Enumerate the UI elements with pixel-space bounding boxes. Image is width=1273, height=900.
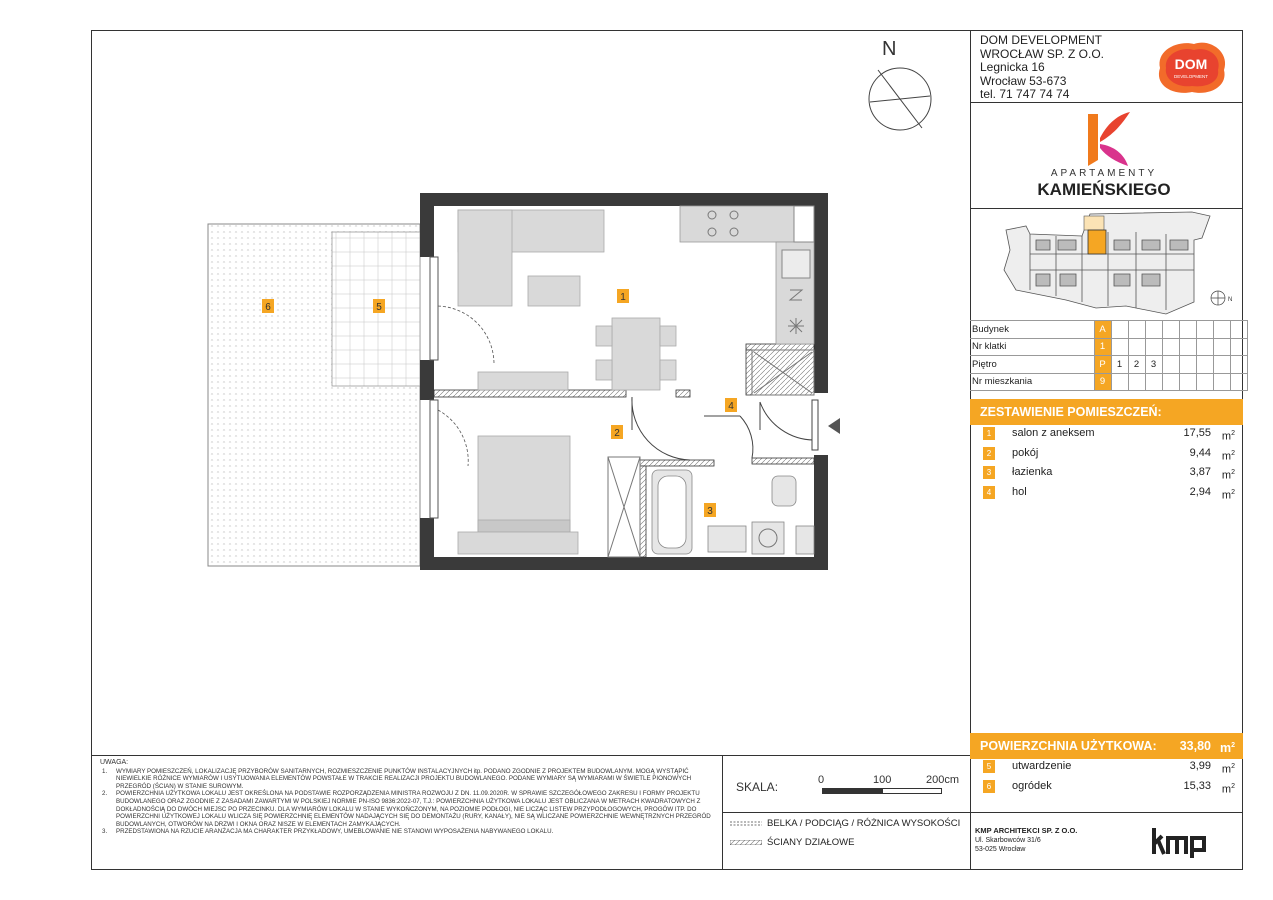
room-area: 2,94: [1189, 485, 1211, 498]
room-area-unit: $m^2$: [1221, 430, 1235, 443]
usable-area-label: POWIERZCHNIA UŻYTKOWA:: [980, 739, 1157, 753]
usable-area-unit: $m^2$: [1219, 741, 1235, 756]
room-tag-number: 2: [614, 428, 620, 439]
room-area-unit: $m^2$: [1221, 782, 1235, 796]
room-number-badge: 2: [983, 447, 995, 460]
room-area: 3,87: [1189, 466, 1211, 478]
room-name: pokój: [1012, 446, 1039, 459]
architect-name: KMP ARCHITEKCI SP. Z O.O.: [975, 826, 1078, 835]
scale-tick-100: 100: [873, 774, 892, 786]
room-area: 15,33: [1183, 779, 1211, 792]
interior-doors: [632, 397, 818, 460]
living-furniture: [458, 210, 676, 390]
bedroom-furniture: [458, 436, 578, 554]
note-item: 1. WYMIARY POMIESZCZEŃ, LOKALIZACJĘ PRZYBORÓW SANITARNYCH, ROZMIESZCZENIE PUNKTÓW INSTALACYJNYCH itp. PODANO ZGODNIE Z PROJEKTEM BUDOWLANYM. MOGĄ WYSTĄPIĆ NIEWIELKIE RÓŻNICE WYMIARÓW I USYTUOWANIA ELEMENTÓW POWSTAŁE W TRAKCIE REALIZACJI PROJEKTU BUDOWLANEGO. PODANE WYMIARY SĄ WYMIARAMI W ŚWIETLE PIONOWYCH PRZEGRÓD (ŚCIAN) W STANIE SUROWYM.: [102, 767, 692, 790]
room-name: ogródek: [1012, 779, 1052, 792]
info-row-label: Nr mieszkania: [970, 373, 1094, 391]
note-item: 2. POWIERZCHNIA UŻYTKOWA LOKALU JEST OKREŚLONA NA PODSTAWIE ROZPORZĄDZENIA MINISTRA ROZWOJU Z DN. 11.09.2020R. W SPRAWIE SZCZEGÓŁOWEGO ZAKRESU I FORMY PROJEKTU BUDOWLANEGO ORAZ ZGODNIE Z ZASADAMI ZAWARTYMI W POLSKIEJ NORMIE PN-ISO 9836:2022-07, T.J.: POWIERZCHNIA UŻYTKOWA LOKALU JEST OBLICZANA W METRACH KWADRATOWYCH Z DOKŁADNOŚCIĄ DO DWÓCH MIEJSC PO PRZECINKU. DLA WYMIARÓW LOKALU W STANIE WYKOŃCZONYM, NA POZIOMIE PODŁOGI, NIE LICZĄC LISTEW PRZYPODŁOGOWYCH, PROGÓW ITP. DO POWIERZCHNI UŻYTKOWEJ LOKALU WLICZA SIĘ POWIERZCHNIĘ ELEMENTÓW NADAJĄCYCH SIĘ DO DEMONTAŻU (RURY, KANAŁY), NIE SĄ WLICZANE POWIERZCHNIE WEWNĘTRZNYCH PRZEGRÓD BUDOWLANYCH, OTWORÓW NA DRZWI I OKNA ORAZ NISZE W ELEMENTACH ZAMYKAJĄCYCH.: [102, 790, 711, 828]
key-plan-north-label: N: [1228, 297, 1233, 303]
dom-logo-text: DOM: [1174, 56, 1208, 72]
info-cell: 9: [1094, 373, 1111, 391]
oven-icon: [788, 318, 804, 334]
room-tag-3: [704, 503, 716, 517]
partition-legend-symbol: [730, 840, 762, 845]
scale-bar: [822, 788, 942, 794]
north-label: N: [882, 38, 897, 60]
room-area: 17,55: [1183, 427, 1211, 439]
dom-logo-subtext: DEVELOPMENT: [1173, 74, 1209, 79]
notes-heading: UWAGA:: [100, 759, 129, 766]
legend-beam: BELKA / PODCIĄG / RÓŻNICA WYSOKOŚCI: [767, 818, 961, 829]
architect-street: Ul. Skarbowców 31/6: [975, 837, 1041, 844]
room-tag-6: [262, 299, 274, 313]
beam-legend-symbol: [730, 821, 762, 826]
project-title-line2: KAMIEŃSKIEGO: [1037, 180, 1171, 199]
room-name: łazienka: [1012, 466, 1053, 478]
kitchen-sink: [782, 250, 810, 278]
architect-city: 53-025 Wrocław: [975, 846, 1026, 853]
room-area: 3,99: [1189, 760, 1211, 772]
info-cell: 1: [1094, 338, 1111, 356]
info-row-label: Piętro: [970, 356, 1094, 374]
room-number-badge: 4: [983, 486, 995, 499]
info-cell: 1: [1111, 356, 1128, 374]
info-row-label: Nr klatki: [970, 338, 1094, 356]
info-cell: P: [1094, 356, 1111, 374]
note-item: 3. PRZEDSTAWIONA NA RZUCIE ARANŻACJA MA CHARAKTER PRZYKŁADOWY, UMEBLOWANIE NIE STANOWI WYPOSAŻENIA NABYWANEGO LOKALU.: [102, 828, 554, 836]
room-number-badge: 6: [983, 780, 995, 793]
company-phone: tel. 71 747 74 74: [980, 87, 1070, 101]
legend-partition: ŚCIANY DZIAŁOWE: [767, 837, 855, 848]
entrance-arrow: [828, 418, 840, 434]
north-arrow: [860, 30, 940, 140]
info-cell: 3: [1145, 356, 1162, 374]
room-area-unit: $m^2$: [1221, 763, 1235, 776]
room-number-badge: 1: [983, 427, 995, 440]
room-tag-4: [725, 398, 737, 412]
room-name: salon z aneksem: [1012, 427, 1095, 439]
room-name: utwardzenie: [1012, 760, 1072, 772]
architect-info: [975, 826, 1077, 854]
room-name: hol: [1012, 485, 1027, 498]
room-tag-number: 6: [265, 302, 271, 313]
company-entity: WROCŁAW SP. Z O.O.: [980, 46, 1105, 61]
usable-area-value: 33,80: [1179, 739, 1211, 753]
scale-label: SKALA:: [736, 780, 779, 794]
rooms-header: ZESTAWIENIE POMIESZCZEŃ:: [970, 399, 1243, 425]
info-cell: 2: [1128, 356, 1145, 374]
room-number-badge: 3: [983, 466, 995, 479]
bathroom-fixtures: [652, 470, 814, 554]
room-tag-1: [617, 289, 629, 303]
room-tag-number: 4: [728, 401, 734, 412]
company-city: Wrocław 53-673: [980, 73, 1067, 88]
kmp-logo: [1150, 826, 1210, 858]
room-area-unit: $m^2$: [1221, 488, 1235, 502]
room-tag-5: [373, 299, 385, 313]
room-number-badge: 5: [983, 760, 995, 773]
info-row-label: Budynek: [970, 321, 1094, 339]
project-title-line1: APARTAMENTY: [1050, 168, 1158, 179]
company-street: Legnicka 16: [980, 60, 1045, 74]
scale-tick-0: 0: [818, 774, 825, 786]
room-tag-number: 5: [376, 302, 382, 313]
room-tag-number: 3: [707, 506, 713, 517]
room-area-unit: $m^2$: [1221, 469, 1235, 482]
room-area-unit: $m^2$: [1221, 449, 1235, 463]
scale-tick-200: 200cm: [926, 774, 960, 786]
info-cell: A: [1094, 321, 1111, 339]
shaft: [794, 206, 814, 242]
company-name: DOM DEVELOPMENT: [980, 33, 1103, 47]
room-tag-2: [611, 425, 623, 439]
room-area: 9,44: [1189, 446, 1211, 459]
room-tag-number: 1: [620, 292, 626, 303]
notes: [100, 759, 716, 836]
